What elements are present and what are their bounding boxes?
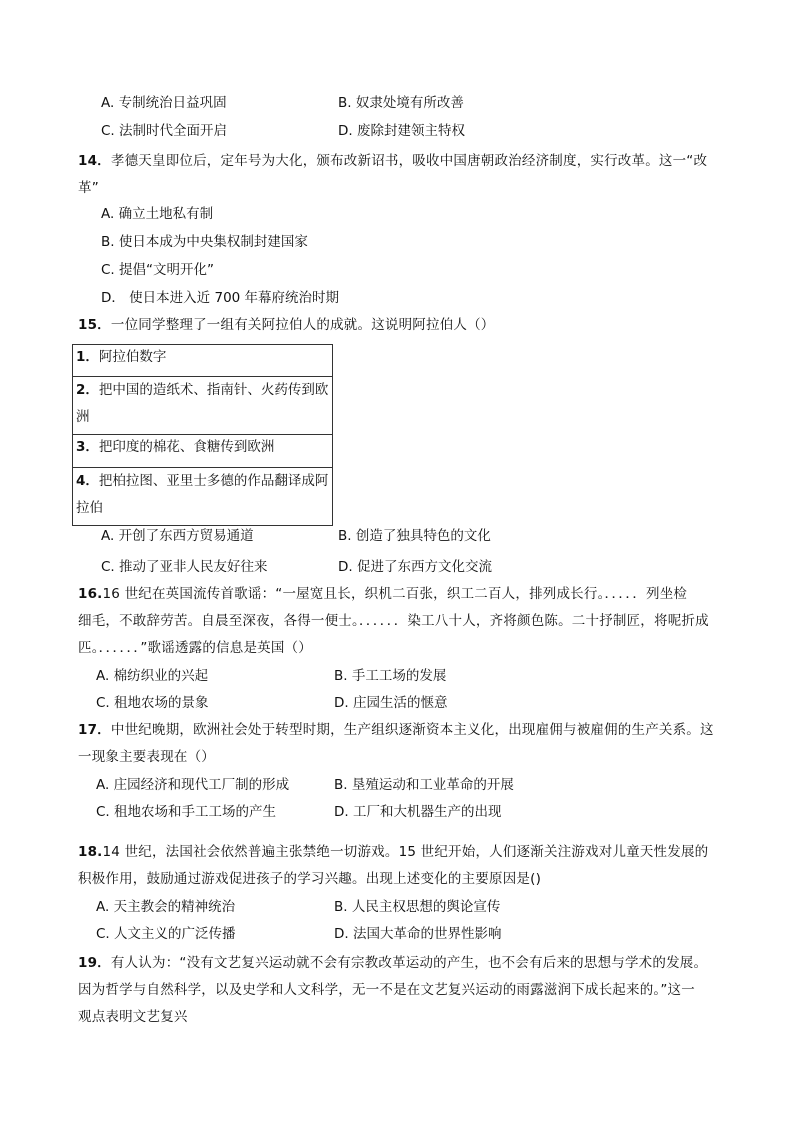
q15-option-a: A. 开创了东西方贸易通道 [101, 528, 254, 544]
q17-number: 17． [78, 722, 111, 738]
q18-option-c: C. 人文主义的广泛传播 [96, 926, 236, 942]
q16-text-line1: 16 世纪在英国流传首歌谣：“一屋宽且长，织机二百张，织工二百人，排列成长行。．．．．．列坐检 [102, 586, 688, 602]
q15-option-d: D. 促进了东西方文化交流 [338, 559, 492, 575]
q19-text-line1: 有人认为：“没有文艺复兴运动就不会有宗教改革运动的产生，也不会有后来的思想与学术的发展。 [110, 955, 708, 971]
q18-option-b: B. 人民主权思想的舆论宣传 [334, 899, 501, 915]
q17-option-d: D. 工厂和大机器生产的出现 [334, 804, 502, 820]
q16-option-c: C. 租地农场的景象 [96, 695, 209, 711]
q17-option-b: B. 垦殖运动和工业革命的开展 [334, 777, 514, 793]
q15-text-line1: 一位同学整理了一组有关阿拉伯人的成就。这说明阿拉伯人（） [110, 317, 495, 333]
q14-stem-line2: 革” [78, 180, 99, 196]
q17-option-a: A. 庄园经济和现代工厂制的形成 [96, 777, 290, 793]
q15-table-row: 3．把印度的棉花、食糖传到欧洲 [73, 435, 332, 468]
q15-table-row: 1．阿拉伯数字 [73, 345, 332, 377]
q15-number: 15． [78, 317, 111, 333]
q14-text-line1: 孝德天皇即位后，定年号为大化，颁布改新诏书，吸收中国唐朝政治经济制度，实行改革。这一“改 [110, 153, 708, 169]
q13-option-c: C. 法制时代全面开启 [101, 123, 228, 139]
q18-text-line1: 14 世纪，法国社会依然普遍主张禁绝一切游戏。15 世纪开始，人们逐渐关注游戏对儿童天性发展的 [102, 844, 709, 860]
q14-option-b: B. 使日本成为中央集权制封建国家 [101, 234, 308, 250]
q16-stem-line3: 匹。．．．．．．”歌谣透露的信息是英国（） [78, 640, 312, 656]
q14-option-c: C. 提倡“文明开化” [101, 262, 214, 278]
q17-text-line1: 中世纪晚期，欧洲社会处于转型时期，生产组织逐渐资本主义化，出现雇佣与被雇佣的生产关系。这 [110, 722, 714, 738]
q16-stem-line1 [78, 588, 687, 602]
q18-option-d: D. 法国大革命的世界性影响 [334, 926, 502, 942]
q14-option-a: A. 确立土地私有制 [101, 206, 214, 222]
q19-number: 19． [78, 955, 111, 971]
q16-option-b: B. 手工工场的发展 [334, 668, 447, 684]
q19-stem-line2: 因为哲学与自然科学，以及史学和人文科学，无一不是在文艺复兴运动的雨露滋润下成长起来的。”这一 [78, 982, 695, 998]
q16-option-d: D. 庄园生活的惬意 [334, 695, 448, 711]
q16-stem-line2: 细毛，不敢辞劳苦。自晨至深夜，各得一便士。．．．．．．染工八十人，齐将颜色陈。二十抒制匠，将呢折成 [78, 613, 709, 629]
q17-stem-line2: 一现象主要表现在（） [78, 749, 215, 765]
q15-option-c: C. 推动了亚非人民友好往来 [101, 559, 268, 575]
q15-option-b: B. 创造了独具特色的文化 [338, 528, 491, 544]
q19-stem-line3: 观点表明文艺复兴 [78, 1009, 188, 1025]
q15-stem-line1 [78, 319, 495, 333]
q13-option-b: B. 奴隶处境有所改善 [338, 95, 464, 111]
q18-stem-line1 [78, 846, 708, 860]
q14-number: 14． [78, 153, 111, 169]
q19-stem-line1 [78, 957, 707, 971]
q16-option-a: A. 棉纺织业的兴起 [96, 668, 209, 684]
q15-table-row: 4．把柏拉图、亚里士多德的作品翻译成阿拉伯 [76, 473, 329, 516]
q18-option-a: A. 天主教会的精神统治 [96, 899, 236, 915]
q15-table-row: 2．把中国的造纸术、指南针、火药传到欧洲 [73, 377, 332, 435]
q13-option-a: A. 专制统治日益巩固 [101, 95, 227, 111]
q14-stem-line1 [78, 155, 707, 169]
q18-stem-line2: 积极作用，鼓励通过游戏促进孩子的学习兴趣。出现上述变化的主要原因是() [78, 871, 542, 887]
q17-stem-line1 [78, 724, 714, 738]
q18-number: 18. [78, 844, 103, 860]
q17-option-c: C. 租地农场和手工工场的产生 [96, 804, 277, 820]
q16-number: 16. [78, 586, 103, 602]
q13-option-d: D. 废除封建领主特权 [338, 123, 465, 139]
q14-option-d: D． 使日本进入近 700 年幕府统治时期 [101, 290, 340, 306]
q15-achievement-table [72, 344, 333, 526]
